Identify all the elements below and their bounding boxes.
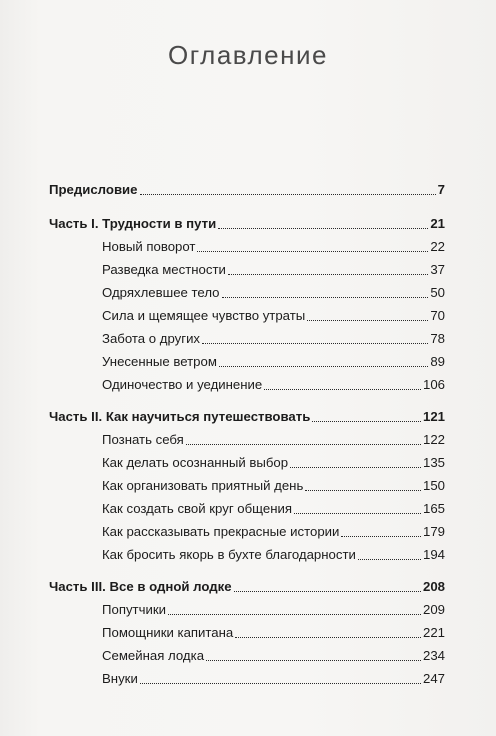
- toc-label: Внуки: [102, 671, 138, 686]
- toc-page-number: 50: [430, 285, 445, 300]
- toc-label: Сила и щемящее чувство утраты: [102, 308, 306, 323]
- toc-page-number: 135: [422, 455, 445, 470]
- dot-leader: [235, 637, 421, 638]
- toc-entry: [102, 543, 445, 566]
- toc-label: Познать себя: [102, 432, 184, 447]
- toc-page-number: 247: [422, 671, 445, 686]
- toc-page-number: 208: [422, 579, 445, 594]
- toc-entry-part-3: [49, 575, 445, 598]
- toc-entry: [102, 327, 445, 350]
- toc-entry: [102, 667, 445, 690]
- table-of-contents: [49, 178, 445, 690]
- toc-label: Унесенные ветром: [102, 354, 217, 369]
- toc-label: Как делать осознанный выбор: [102, 455, 289, 470]
- toc-entry: [102, 598, 445, 621]
- toc-entry-preface: [49, 178, 445, 201]
- toc-page-number: 194: [422, 547, 445, 562]
- dot-leader: [186, 444, 421, 445]
- dot-leader: [197, 251, 428, 252]
- toc-label: Одряхлевшее тело: [102, 285, 220, 300]
- toc-page-number: 7: [437, 182, 445, 197]
- toc-page-number: 234: [422, 648, 445, 663]
- toc-page-number: 21: [430, 216, 445, 231]
- dot-leader: [341, 536, 421, 537]
- toc-page-number: 22: [430, 239, 445, 254]
- dot-leader: [312, 421, 421, 422]
- dot-leader: [140, 194, 436, 195]
- toc-entry: [102, 644, 445, 667]
- dot-leader: [228, 274, 428, 275]
- toc-page-number: 89: [430, 354, 445, 369]
- toc-page-number: 150: [422, 478, 445, 493]
- toc-label: Одиночество и уединение: [102, 377, 263, 392]
- toc-entry-part-1: [49, 212, 445, 235]
- dot-leader: [294, 513, 421, 514]
- toc-label: Попутчики: [102, 602, 166, 617]
- toc-entry: [102, 621, 445, 644]
- dot-leader: [206, 660, 421, 661]
- page-title: Оглавление: [168, 40, 328, 70]
- dot-leader: [202, 343, 428, 344]
- toc-entry: [102, 350, 445, 373]
- toc-entry: [102, 258, 445, 281]
- toc-entry: [102, 235, 445, 258]
- toc-label: Как создать свой круг общения: [102, 501, 293, 516]
- toc-page-number: 106: [422, 377, 445, 392]
- toc-label: Забота о других: [102, 331, 201, 346]
- dot-leader: [168, 614, 421, 615]
- dot-leader: [218, 228, 428, 229]
- toc-page-number: 37: [430, 262, 445, 277]
- toc-label: Новый поворот: [102, 239, 196, 254]
- toc-page-number: 179: [422, 524, 445, 539]
- toc-label: Помощники капитана: [102, 625, 234, 640]
- toc-entry: [102, 373, 445, 396]
- dot-leader: [234, 591, 421, 592]
- toc-page-number: 122: [422, 432, 445, 447]
- toc-page-number: 221: [422, 625, 445, 640]
- toc-entry: [102, 451, 445, 474]
- toc-entry: [102, 497, 445, 520]
- toc-page-number: 70: [430, 308, 445, 323]
- toc-label: Часть II. Как научиться путешествовать: [49, 409, 311, 424]
- toc-entry: [102, 281, 445, 304]
- toc-page-number: 209: [422, 602, 445, 617]
- toc-label: Предисловие: [49, 182, 138, 197]
- toc-label: Часть I. Трудности в пути: [49, 216, 217, 231]
- toc-entry: [102, 304, 445, 327]
- toc-page-number: 165: [422, 501, 445, 516]
- toc-label: Как рассказывать прекрасные истории: [102, 524, 340, 539]
- dot-leader: [222, 297, 429, 298]
- toc-label: Как бросить якорь в бухте благодарности: [102, 547, 356, 562]
- toc-entry: [102, 474, 445, 497]
- toc-entry: [102, 428, 445, 451]
- dot-leader: [305, 490, 421, 491]
- toc-label: Как организовать приятный день: [102, 478, 304, 493]
- dot-leader: [264, 389, 421, 390]
- toc-label: Семейная лодка: [102, 648, 205, 663]
- toc-page-number: 121: [422, 409, 445, 424]
- toc-entry-part-2: [49, 405, 445, 428]
- dot-leader: [307, 320, 428, 321]
- toc-entry: [102, 520, 445, 543]
- toc-label: Часть III. Все в одной лодке: [49, 579, 232, 594]
- dot-leader: [290, 467, 421, 468]
- dot-leader: [358, 559, 421, 560]
- dot-leader: [140, 683, 421, 684]
- toc-page-number: 78: [430, 331, 445, 346]
- toc-label: Разведка местности: [102, 262, 226, 277]
- dot-leader: [219, 366, 428, 367]
